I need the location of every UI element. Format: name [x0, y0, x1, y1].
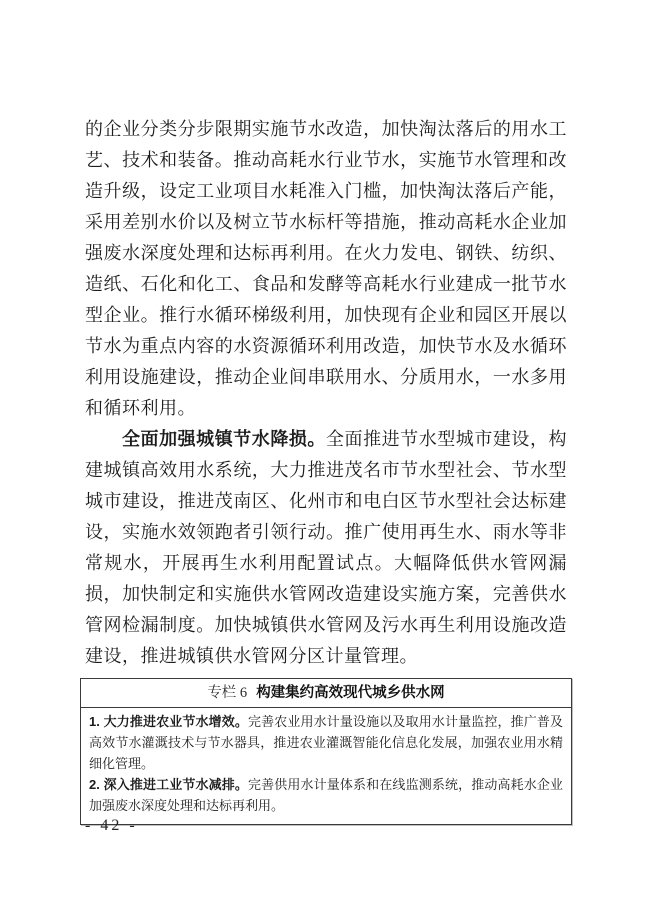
panel-header — [81, 679, 571, 708]
panel-item-2 — [89, 774, 563, 816]
panel-item-2-lead: 2. 深入推进工业节水减排。 — [89, 777, 249, 792]
paragraph-2-lead: 全面加强城镇节水降损。 — [122, 429, 326, 449]
panel-item-1 — [89, 711, 563, 774]
panel-item-2-body: 完善供用水计量体系和在线监测系统，推动高耗水企业加强废水深度处理和达标再利用。 — [89, 777, 563, 813]
paragraph-1: 的企业分类分步限期实施节水改造，加快淘汰落后的用水工艺、技术和装备。推动高耗水行业节水，实施节水管理和改造升级，设定工业项目水耗准入门槛，加快淘汰落后产能，采用差别水价以及树立节水标杆等措施，推动高耗水企业加强废水深度处理和达标再利用。在火力发电、钢铁、纺织、造纸、石化和化工、食品和发酵等高耗水行业建成一批节水型企业。推行水循环梯级利用，加快现有企业和园区开展以节水为重点内容的水资源循环利用改造，加快节水及水循环利用设施建设，推动企业间串联用水、分质用水，一水多用和循环利用。 — [85, 119, 567, 418]
document-body — [85, 114, 567, 825]
panel-label: 专栏 6 — [207, 685, 248, 701]
paragraph-2 — [85, 424, 567, 672]
highlight-panel — [80, 678, 572, 825]
panel-item-1-body: 完善农业用水计量设施以及取用水计量监控，推广普及高效节水灌溉技术与节水器具，推进农业灌溉智能化信息化发展，加强农业用水精细化管理。 — [89, 714, 563, 771]
panel-title: 构建集约高效现代城乡供水网 — [256, 685, 445, 701]
page-number: - 42 - — [85, 817, 138, 834]
panel-item-1-lead: 1. 大力推进农业节水增效。 — [89, 714, 249, 729]
paragraph-2-body: 全面推进节水型城市建设，构建城镇高效用水系统，大力推进茂名市节水型社会、节水型城市建设，推进茂南区、化州市和电白区节水型社会达标建设，实施水效领跑者引领行动。推广使用再生水、雨水等非常规水，开展再生水利用配置试点。大幅降低供水管网漏损，加快制定和实施供水管网改造建设实施方案，完善供水管网检漏制度。加快城镇供水管网及污水再生利用设施改造建设，推进城镇供水管网分区计量管理。 — [85, 429, 568, 666]
panel-body — [81, 708, 571, 824]
